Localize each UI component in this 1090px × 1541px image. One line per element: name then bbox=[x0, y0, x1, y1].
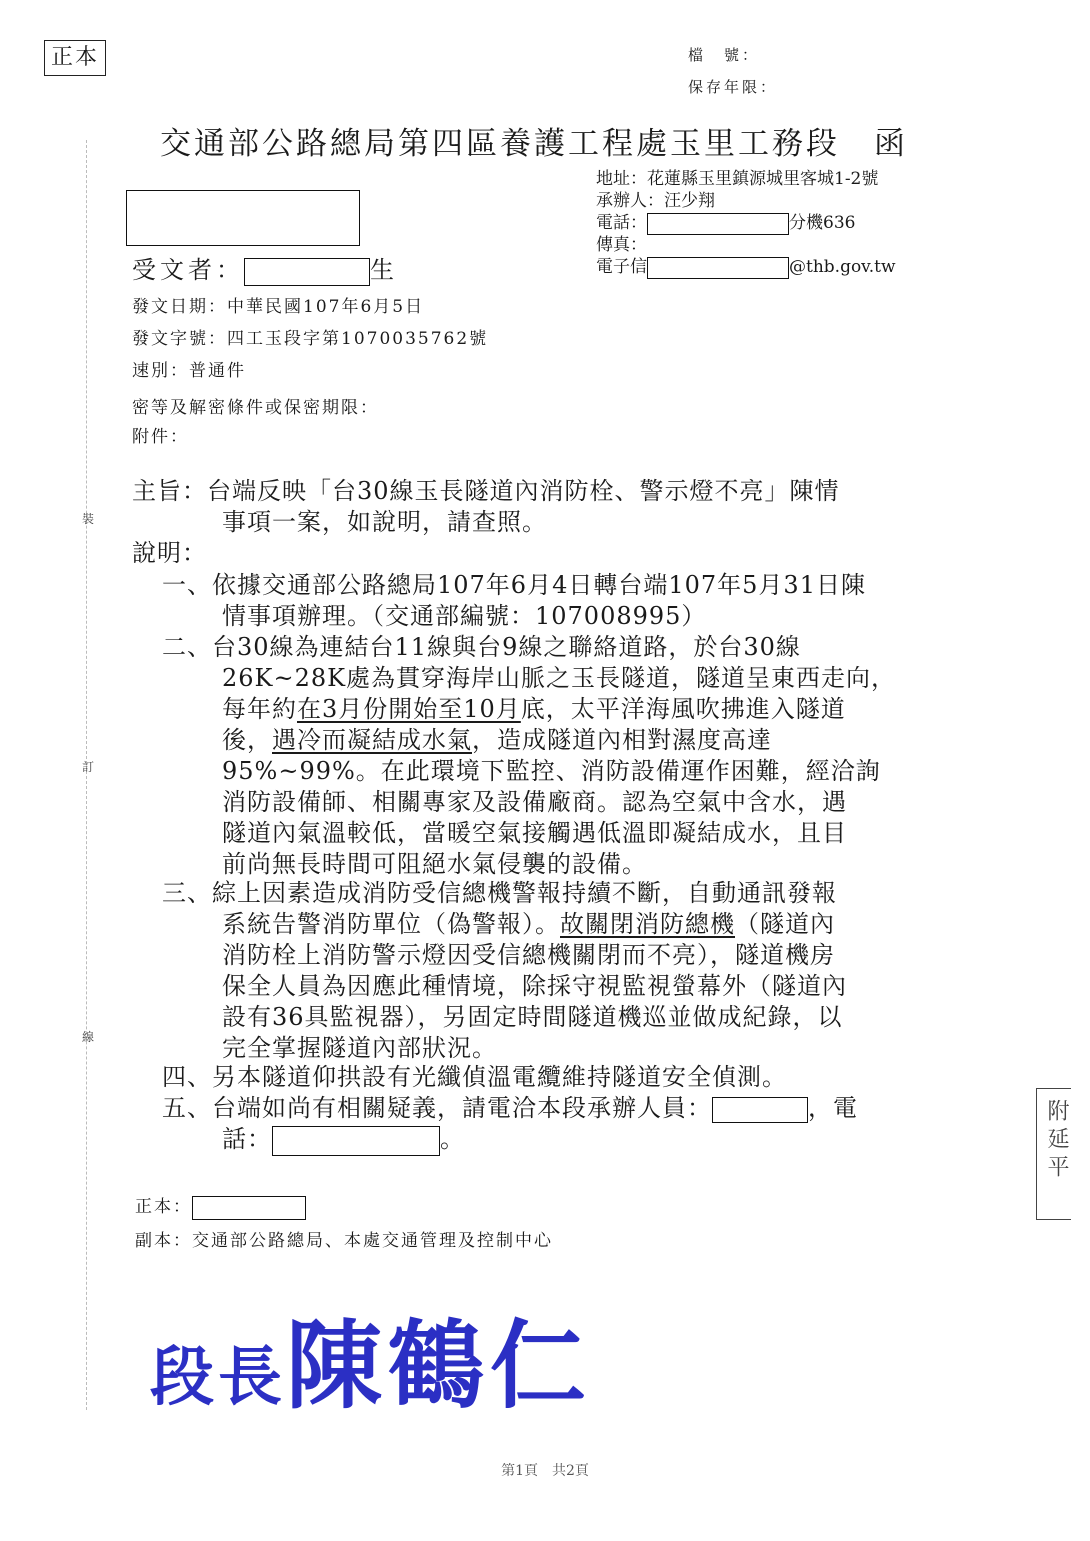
item-line bbox=[162, 909, 847, 940]
text-run: ，造成隧道內相對濕度高達 bbox=[472, 726, 772, 754]
item-number: 三、 bbox=[162, 879, 212, 907]
item-line: 設有36具監視器），另固定時間隧道機巡並做成紀錄，以 bbox=[222, 1003, 843, 1031]
explanation-item-1 bbox=[162, 570, 866, 632]
explanation-item-4 bbox=[162, 1062, 787, 1093]
document-title: 交通部公路總局第四區養護工程處玉里工務段 函 bbox=[160, 126, 908, 162]
text-run: 台端如尚有相關疑義，請電洽本段承辦人員： bbox=[212, 1094, 712, 1122]
attachment: 附件： bbox=[132, 427, 189, 447]
issue-date: 發文日期：中華民國107年6月5日 bbox=[132, 297, 425, 317]
signature-stamp bbox=[150, 1290, 592, 1427]
redacted-original-recipient bbox=[192, 1196, 306, 1220]
speed-class: 速別：普通件 bbox=[132, 361, 246, 381]
item-line: 隧道內氣溫較低，當暖空氣接觸遇低溫即凝結成水，且目 bbox=[222, 819, 847, 847]
item-line: 情事項辦理。（交通部編號：107008995） bbox=[222, 602, 707, 630]
text-run: ，電 bbox=[808, 1094, 858, 1122]
reference-number: 發文字號：四工玉段字第1070035762號 bbox=[132, 329, 489, 349]
text-run: 。 bbox=[440, 1125, 465, 1153]
subject bbox=[132, 476, 840, 538]
item-number: 一、 bbox=[162, 571, 212, 599]
underlined-text: 遇冷而凝結成水氣 bbox=[272, 726, 472, 754]
margin-mark-bind: 裝 bbox=[82, 512, 95, 526]
file-number-label: 檔 號： bbox=[688, 46, 761, 64]
item-number: 五、 bbox=[162, 1094, 212, 1122]
fax-label: 傳真： bbox=[596, 235, 647, 255]
text-run: （隧道內 bbox=[735, 910, 835, 938]
redacted-phone bbox=[647, 213, 789, 235]
item-line: 26K~28K處為貫穿海岸山脈之玉長隧道，隧道呈東西走向， bbox=[222, 664, 897, 692]
redacted-recipient-name bbox=[244, 258, 370, 286]
explanation-item-3 bbox=[162, 878, 847, 1064]
binding-line bbox=[86, 140, 87, 1410]
redacted-handler-phone bbox=[272, 1126, 440, 1156]
redacted-recipient-address bbox=[126, 190, 360, 246]
signature-title: 段長 bbox=[150, 1340, 286, 1415]
item-line: 依據交通部公路總局107年6月4日轉台端107年5月31日陳 bbox=[212, 571, 866, 599]
email-domain: @thb.gov.tw bbox=[789, 257, 896, 277]
subject-line: 台端反映「台30線玉長隧道內消防栓、警示燈不亮」陳情 bbox=[207, 477, 840, 505]
text-run: 系統告警消防單位（偽警報）。 bbox=[222, 910, 560, 938]
address: 地址：花蓮縣玉里鎮源城里客城1-2號 bbox=[596, 169, 879, 189]
underlined-text: 在3月份開始至10月 bbox=[297, 695, 521, 723]
text-run: 底，太平洋海風吹拂進入隧道 bbox=[520, 695, 846, 723]
handler: 承辦人：汪少翔 bbox=[596, 191, 715, 211]
item-number: 四、 bbox=[162, 1063, 212, 1091]
fax-row bbox=[596, 234, 896, 256]
text-run: 後， bbox=[222, 726, 272, 754]
contact-block bbox=[596, 168, 896, 278]
margin-mark-staple: 訂 bbox=[82, 760, 95, 774]
item-line bbox=[162, 694, 896, 725]
item-line: 消防栓上消防警示燈因受信總機關閉而不亮），隧道機房 bbox=[222, 941, 835, 969]
carbon-copy: 副本：交通部公路總局、本處交通管理及控制中心 bbox=[135, 1231, 553, 1251]
underlined-text: 故關閉消防總機 bbox=[560, 910, 735, 938]
item-line: 另本隧道仰拱設有光纖偵溫電纜維持隧道安全偵測。 bbox=[212, 1063, 787, 1091]
side-stamp-text: 附延平 bbox=[1044, 1099, 1069, 1183]
subject-label: 主旨： bbox=[132, 477, 207, 505]
signature-name: 陳鶴仁 bbox=[286, 1309, 592, 1422]
email-label: 電子信 bbox=[596, 257, 647, 277]
item-line bbox=[162, 725, 896, 756]
subject-line: 事項一案，如說明，請查照。 bbox=[222, 508, 547, 536]
item-line: 保全人員為因應此種情境，除採守視監視螢幕外（隧道內 bbox=[222, 972, 847, 1000]
original-recipients bbox=[135, 1192, 306, 1220]
margin-mark-line: 線 bbox=[82, 1030, 95, 1044]
phone-label: 電話： bbox=[596, 213, 647, 233]
redacted-handler-name bbox=[712, 1097, 808, 1123]
item-line: 前尚無長時間可阻絕水氣侵襲的設備。 bbox=[222, 850, 647, 878]
item-line: 綜上因素造成消防受信總機警報持續不斷，自動通訊發報 bbox=[212, 879, 837, 907]
original-label: 正本： bbox=[135, 1197, 192, 1217]
item-line: 完全掌握隧道內部狀況。 bbox=[222, 1034, 497, 1062]
original-copy-stamp: 正本 bbox=[44, 40, 106, 76]
secrecy-level: 密等及解密條件或保密期限： bbox=[132, 398, 379, 418]
explanation-item-5 bbox=[162, 1093, 858, 1156]
explanation-item-2 bbox=[162, 632, 896, 880]
recipient-row bbox=[132, 250, 398, 286]
text-run: 話： bbox=[222, 1125, 272, 1153]
item-number: 二、 bbox=[162, 633, 212, 661]
phone-row bbox=[596, 212, 896, 234]
explanation-label: 說明： bbox=[132, 539, 207, 567]
email-row bbox=[596, 256, 896, 278]
item-line: 台30線為連結台11線與台9線之聯絡道路，於台30線 bbox=[212, 633, 801, 661]
side-stamp bbox=[1036, 1088, 1071, 1220]
recipient-suffix: 生 bbox=[370, 256, 398, 284]
page-number: 第1頁 共2頁 bbox=[501, 1463, 589, 1479]
item-line: 消防設備師、相關專家及設備廠商。認為空氣中含水，遇 bbox=[222, 788, 847, 816]
retention-label: 保存年限： bbox=[688, 78, 779, 96]
phone-extension: 分機636 bbox=[789, 213, 856, 233]
item-line: 95%~99%。在此環境下監控、消防設備運作困難，經洽詢 bbox=[222, 757, 881, 785]
text-run: 每年約 bbox=[222, 695, 297, 723]
recipient-label: 受文者： bbox=[132, 256, 244, 284]
redacted-email bbox=[647, 257, 789, 279]
